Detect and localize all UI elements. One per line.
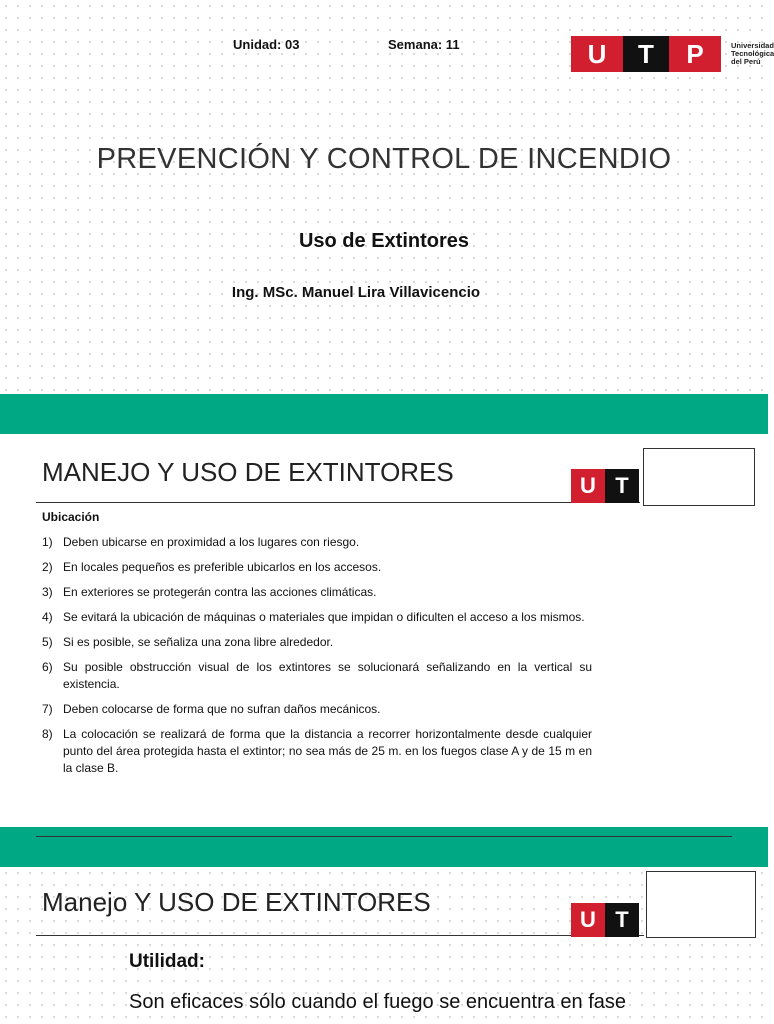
ubicacion-list bbox=[42, 534, 592, 785]
section-heading: Ubicación bbox=[42, 510, 100, 524]
utp-logo-t: T bbox=[605, 469, 639, 503]
slide-ubicacion bbox=[0, 434, 768, 827]
utp-logo-line: Universidad bbox=[731, 41, 774, 50]
utp-logo-u: U bbox=[571, 903, 605, 937]
item-text: Deben colocarse de forma que no sufran daños mecánicos. bbox=[63, 702, 381, 716]
utp-logo-small bbox=[571, 469, 639, 503]
item-number: 8) bbox=[42, 727, 53, 741]
utp-logo-u: U bbox=[571, 36, 623, 72]
utp-logo-t: T bbox=[605, 903, 639, 937]
list-item bbox=[42, 609, 592, 626]
item-text: Si es posible, se señaliza una zona libre alrededor. bbox=[63, 635, 334, 649]
slide-bottom-rule bbox=[36, 836, 732, 837]
section-heading: Utilidad: bbox=[129, 951, 205, 972]
slide-title: MANEJO Y USO DE EXTINTORES bbox=[42, 457, 454, 487]
empty-frame bbox=[643, 448, 755, 506]
item-number: 5) bbox=[42, 635, 53, 649]
empty-frame bbox=[646, 871, 756, 938]
item-text: Su posible obstrucción visual de los extintores se solucionará señalizando en la vertical su existencia. bbox=[63, 660, 592, 691]
item-number: 4) bbox=[42, 610, 53, 624]
item-text: En locales pequeños es preferible ubicarlos en los accesos. bbox=[63, 560, 382, 574]
list-item bbox=[42, 659, 592, 693]
utp-logo-t: T bbox=[623, 36, 669, 72]
separator-band bbox=[0, 827, 768, 867]
author-name: Ing. MSc. Manuel Lira Villavicencio bbox=[231, 284, 481, 301]
utp-logo-small bbox=[571, 903, 639, 937]
title-slide bbox=[0, 0, 774, 394]
separator-band bbox=[0, 394, 768, 434]
slide-utilidad bbox=[0, 867, 768, 1024]
unit-label: Unidad: 03 bbox=[233, 37, 300, 52]
list-item bbox=[42, 726, 592, 777]
item-text: Se evitará la ubicación de máquinas o materiales que impidan o dificulten el acceso a los mismos. bbox=[63, 610, 585, 624]
item-text: Deben ubicarse en proximidad a los lugares con riesgo. bbox=[63, 535, 360, 549]
item-number: 1) bbox=[42, 535, 53, 549]
utp-logo-u: U bbox=[571, 469, 605, 503]
item-number: 6) bbox=[42, 660, 53, 674]
title-divider bbox=[36, 935, 644, 936]
item-number: 7) bbox=[42, 702, 53, 716]
list-item bbox=[42, 634, 592, 651]
list-item bbox=[42, 584, 592, 601]
list-item bbox=[42, 559, 592, 576]
item-text: En exteriores se protegerán contra las acciones climáticas. bbox=[63, 585, 377, 599]
item-number: 2) bbox=[42, 560, 53, 574]
presentation-subtitle: Uso de Extintores bbox=[298, 230, 470, 252]
slide-title: Manejo Y USO DE EXTINTORES bbox=[42, 887, 431, 917]
body-paragraph: Son eficaces sólo cuando el fuego se encuentra en fase bbox=[129, 991, 627, 1013]
presentation-title: PREVENCIÓN Y CONTROL DE INCENDIO bbox=[96, 143, 672, 175]
list-item bbox=[42, 701, 592, 718]
utp-logo-text bbox=[731, 42, 774, 66]
utp-logo-line: Tecnológica bbox=[731, 49, 774, 58]
week-label: Semana: 11 bbox=[388, 37, 460, 52]
list-item bbox=[42, 534, 592, 551]
title-divider bbox=[36, 502, 640, 503]
utp-logo bbox=[571, 36, 774, 72]
utp-logo-p: P bbox=[669, 36, 721, 72]
item-text: La colocación se realizará de forma que la distancia a recorrer horizontalmente desde cualquier punto del área protegida hasta el extintor; no sea más de 25 m. en los fuegos clase A y de 15 m en la clase B. bbox=[63, 727, 592, 775]
utp-logo-line: del Perú bbox=[731, 57, 761, 66]
item-number: 3) bbox=[42, 585, 53, 599]
